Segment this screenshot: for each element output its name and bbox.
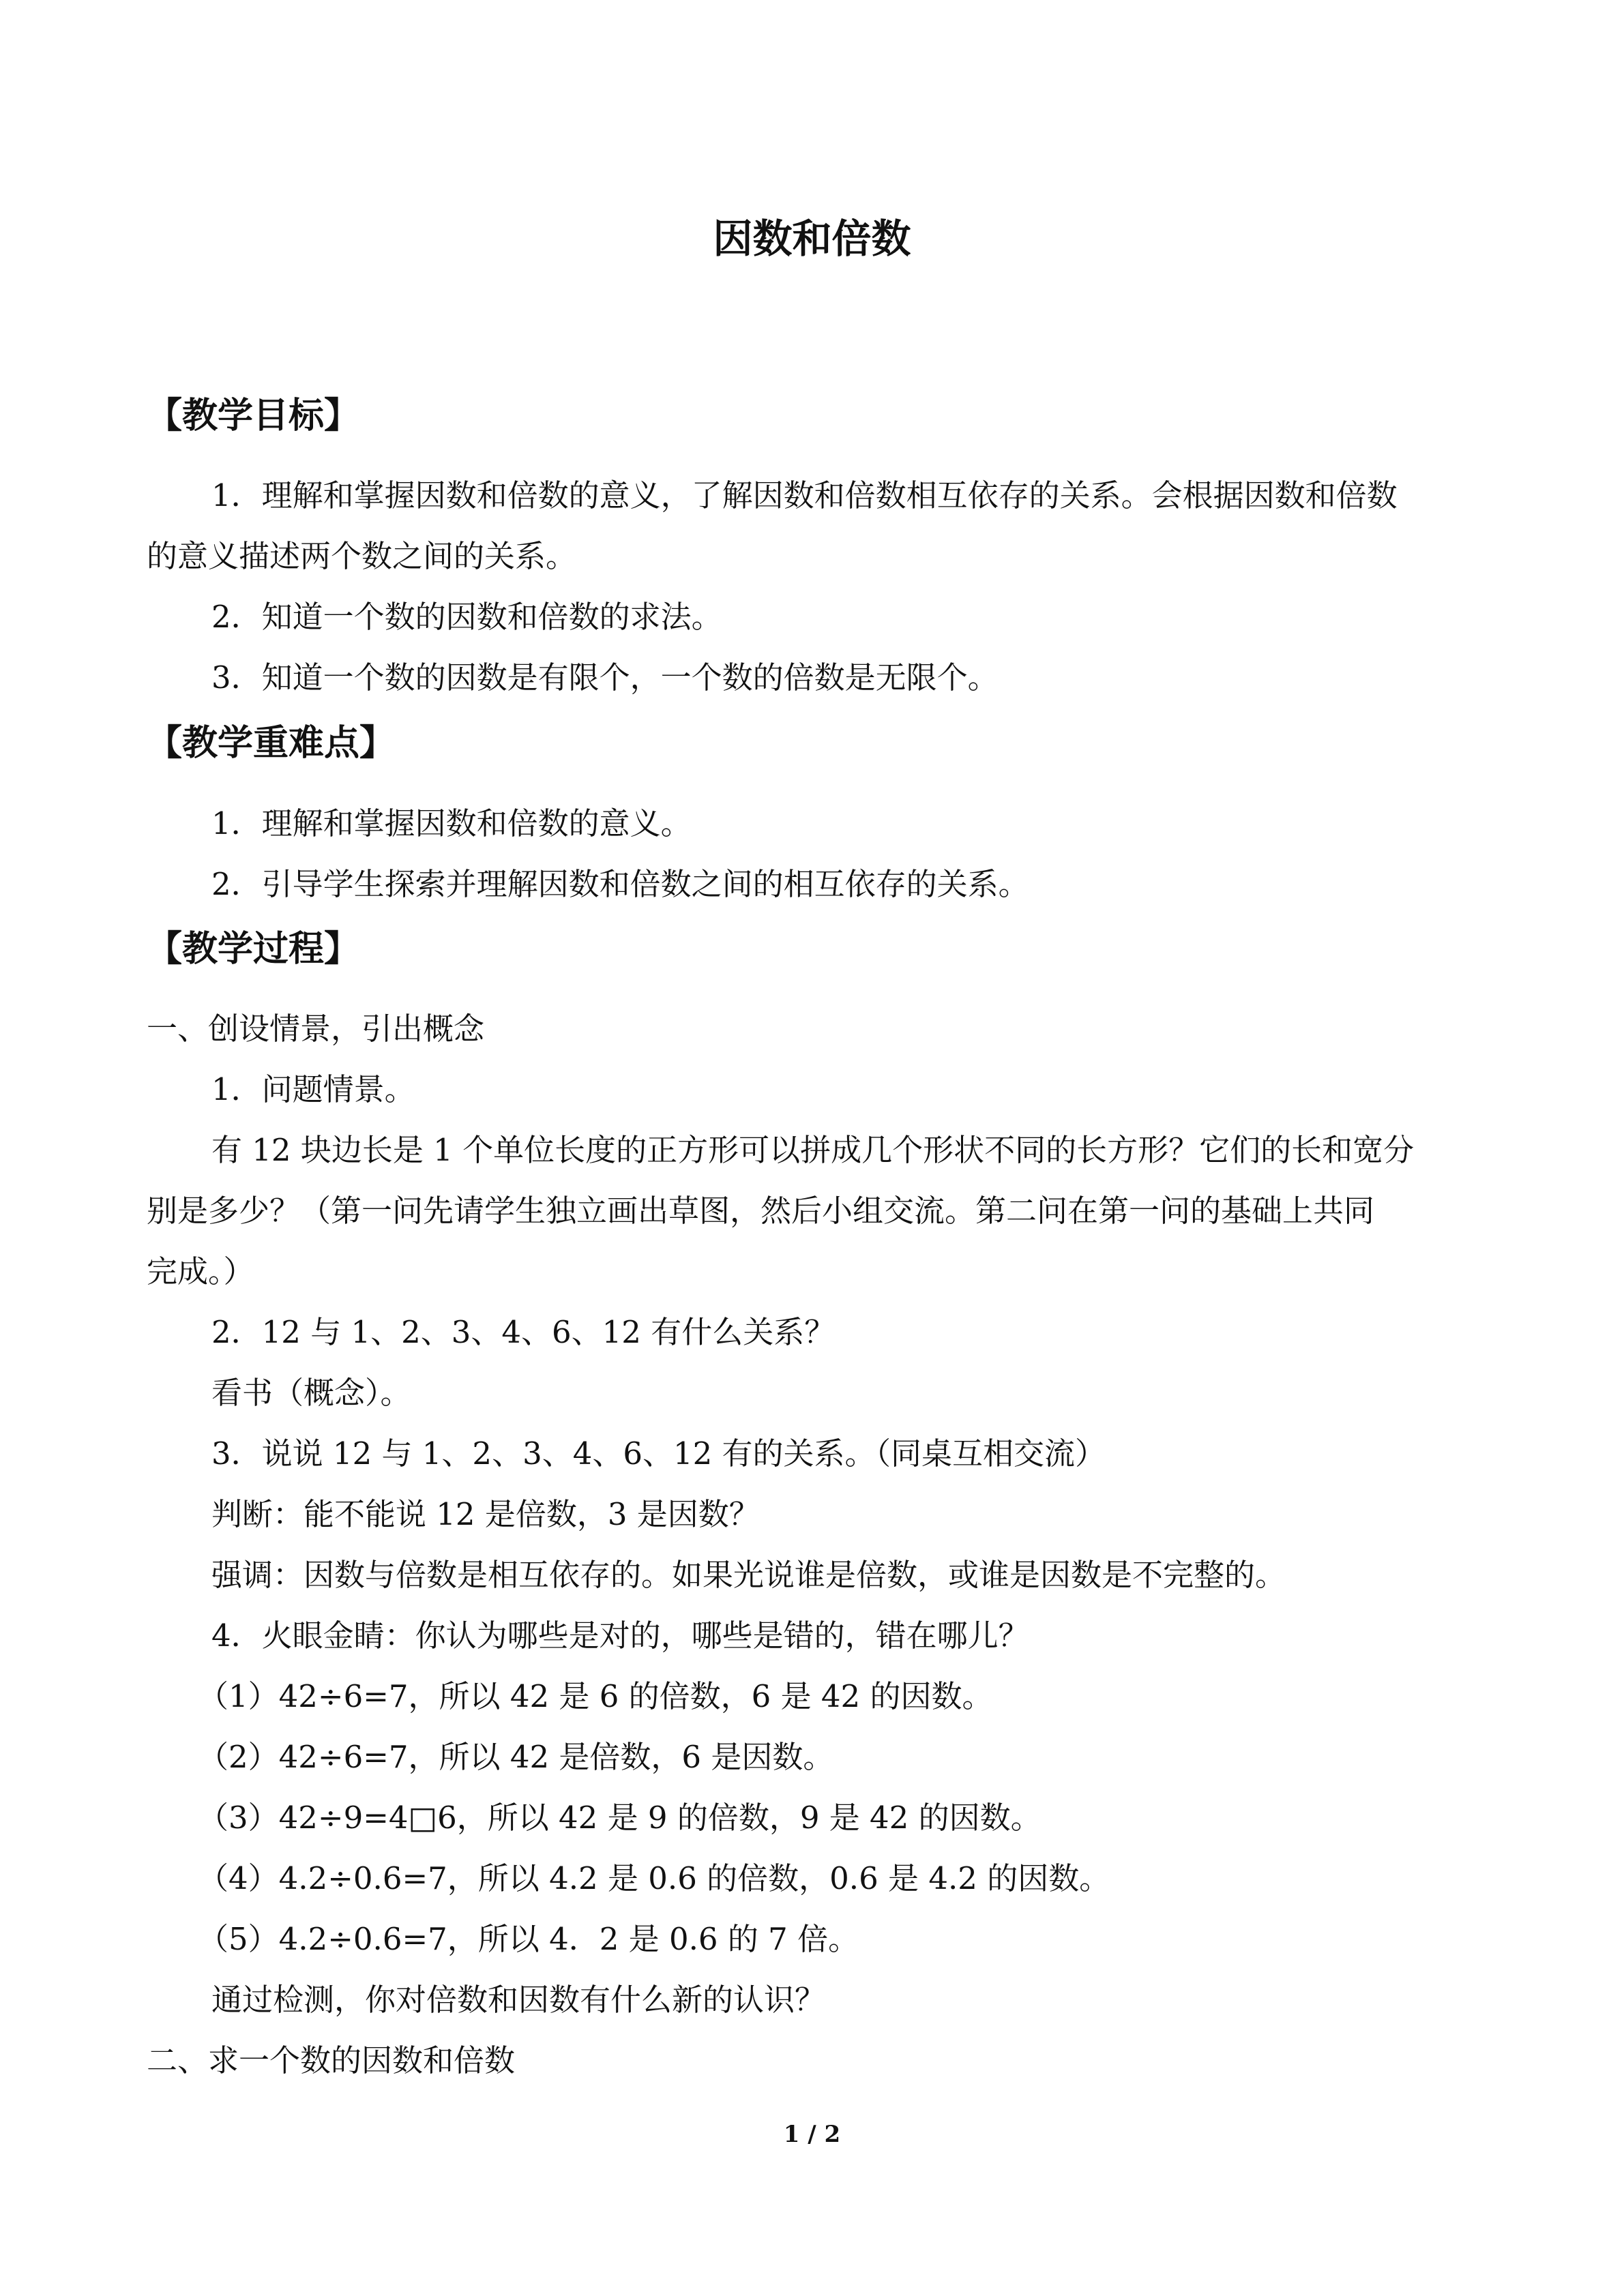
process-item-4-reflection: 通过检测，你对倍数和因数有什么新的认识？ xyxy=(211,1982,826,2018)
objective-2: 2．知道一个数的因数和倍数的求法。 xyxy=(211,599,722,635)
process-item-1-text-line-2: 别是多少？（第一问先请学生独立画出草图，然后小组交流。第二问在第一问的基础上共同 xyxy=(147,1193,1375,1229)
process-item-3-emphasis: 强调：因数与倍数是相互依存的。如果光说谁是倍数，或谁是因数是不完整的。 xyxy=(211,1557,1286,1593)
process-item-1: 1．问题情景。 xyxy=(211,1071,415,1107)
objective-1-line-1: 1．理解和掌握因数和倍数的意义，了解因数和倍数相互依存的关系。会根据因数和倍数 xyxy=(211,477,1398,513)
key-point-2: 2．引导学生探索并理解因数和倍数之间的相互依存的关系。 xyxy=(211,866,1029,902)
process-item-4: 4．火眼金睛：你认为哪些是对的，哪些是错的，错在哪儿？ xyxy=(211,1617,1029,1654)
section-1-title: 一、创设情景，引出概念 xyxy=(147,1011,485,1047)
objective-1-line-2: 的意义描述两个数之间的关系。 xyxy=(147,538,577,574)
process-item-3: 3．说说 12 与 1、2、3、4、6、12 有的关系。（同桌互相交流） xyxy=(211,1435,1106,1472)
exercise-4: （4）4.2÷0.6=7，所以 4.2 是 0.6 的倍数，0.6 是 4.2 的因数。 xyxy=(198,1860,1110,1896)
key-point-1: 1．理解和掌握因数和倍数的意义。 xyxy=(211,805,692,841)
heading-process: 【教学过程】 xyxy=(147,928,360,970)
exercise-2: （2）42÷6=7，所以 42 是倍数，6 是因数。 xyxy=(198,1739,834,1775)
section-2-title: 二、求一个数的因数和倍数 xyxy=(147,2042,516,2078)
process-item-1-text-line-3: 完成。） xyxy=(147,1253,254,1289)
process-item-3-judge: 判断：能不能说 12 是倍数，3 是因数？ xyxy=(211,1496,760,1532)
page-number: 1 / 2 xyxy=(783,2121,841,2148)
page-title: 因数和倍数 xyxy=(713,215,911,262)
objective-3: 3．知道一个数的因数是有限个，一个数的倍数是无限个。 xyxy=(211,659,999,696)
exercise-5: （5）4.2÷0.6=7，所以 4．2 是 0.6 的 7 倍。 xyxy=(198,1921,859,1957)
process-item-2: 2．12 与 1、2、3、4、6、12 有什么关系？ xyxy=(211,1314,836,1350)
process-item-2-note: 看书（概念）。 xyxy=(211,1375,411,1411)
exercise-1: （1）42÷6=7，所以 42 是 6 的倍数，6 是 42 的因数。 xyxy=(198,1678,993,1714)
process-item-1-text-line-1: 有 12 块边长是 1 个单位长度的正方形可以拼成几个形状不同的长方形？它们的长和宽分 xyxy=(211,1132,1415,1168)
heading-objectives: 【教学目标】 xyxy=(147,395,360,436)
heading-key-points: 【教学重难点】 xyxy=(147,722,396,764)
exercise-3: （3）42÷9=4□6，所以 42 是 9 的倍数，9 是 42 的因数。 xyxy=(198,1800,1042,1836)
